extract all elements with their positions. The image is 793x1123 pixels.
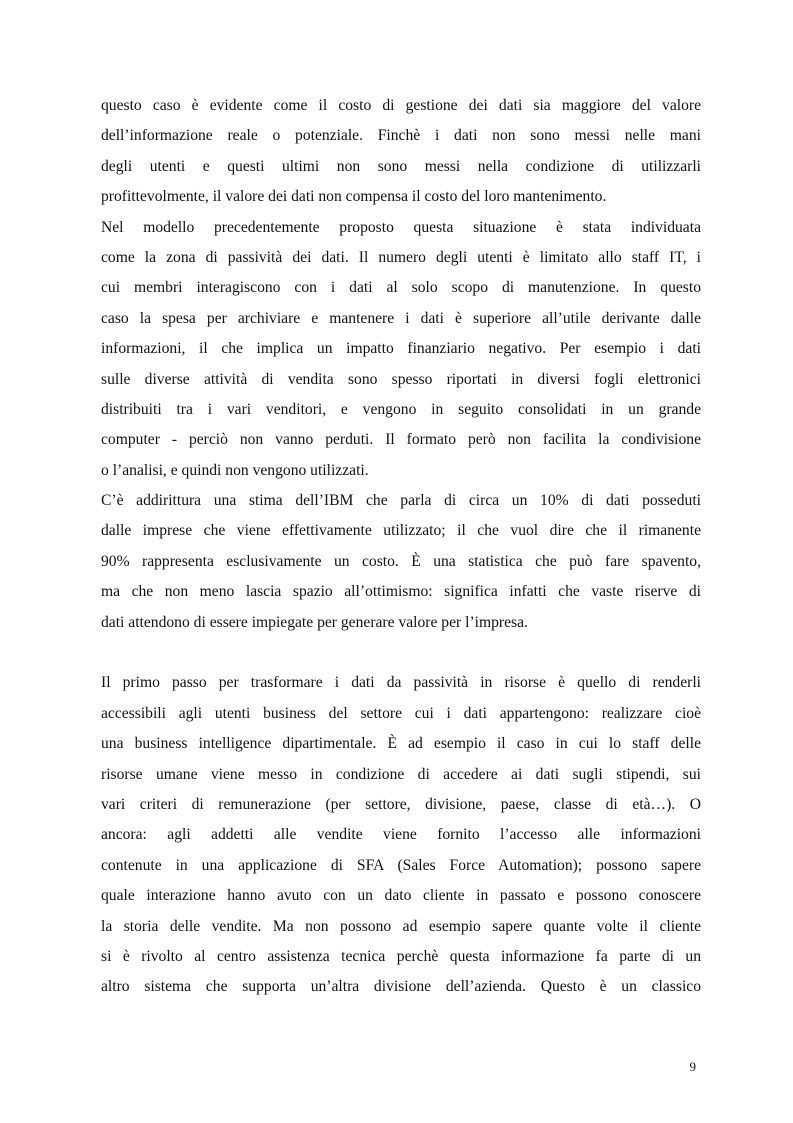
text-line: dati attendono di essere impiegate per generare valore per l’impresa. <box>101 613 528 631</box>
text-line: degli utenti e questi ultimi non sono messi nella condizione di utilizzarli <box>101 157 701 175</box>
text-line: dalle imprese che viene effettivamente utilizzato; il che vuol dire che il rimanente <box>101 522 701 540</box>
text-line: questo caso è evidente come il costo di gestione dei dati sia maggiore del valore <box>101 97 701 114</box>
document-body <box>101 91 701 1003</box>
text-line: computer - perciò non vanno perduti. Il formato però non facilita la condivisione <box>101 431 701 449</box>
text-line: contenute in una applicazione di SFA (Sales Force Automation); possono sapere <box>101 856 701 874</box>
text-line: quale interazione hanno avuto con un dato cliente in passato e possono conoscere <box>101 887 701 905</box>
text-line: una business intelligence dipartimentale. È ad esempio il caso in cui lo staff delle <box>101 735 701 753</box>
text-line: dell’informazione reale o potenziale. Finchè i dati non sono messi nelle mani <box>101 127 701 145</box>
text-line: si è rivolto al centro assistenza tecnica perchè questa informazione fa parte di un <box>101 947 701 965</box>
text-line: caso la spesa per archiviare e mantenere i dati è superiore all’utile derivante dalle <box>101 309 701 327</box>
text-line: come la zona di passività dei dati. Il numero degli utenti è limitato allo staff IT, i <box>101 248 701 266</box>
text-line: Nel modello precedentemente proposto questa situazione è stata individuata <box>101 218 701 236</box>
page-number: 9 <box>689 1059 696 1074</box>
text-line: 90% rappresenta esclusivamente un costo. È una statistica che può fare spavento, <box>101 552 701 570</box>
text-line: distribuiti tra i vari venditori, e vengono in seguito consolidati in un grande <box>101 400 701 418</box>
text-line: o l’analisi, e quindi non vengono utilizzati. <box>101 461 369 479</box>
text-line: vari criteri di remunerazione (per settore, divisione, paese, classe di età…). O <box>101 795 701 813</box>
paragraph-passivity-zone <box>101 213 701 487</box>
text-line: C’è addirittura una stima dell’IBM che parla di circa un 10% di dati posseduti <box>101 492 701 510</box>
text-line: sulle diverse attività di vendita sono spesso riportati in diversi fogli elettronici <box>101 370 701 388</box>
text-line: accessibili agli utenti business del settore cui i dati appartengono: realizzare cioè <box>101 704 701 722</box>
text-line: Il primo passo per trasformare i dati da passività in risorse è quello di renderli <box>101 674 701 692</box>
text-line: ancora: agli addetti alle vendite viene fornito l’accesso alle informazioni <box>101 826 701 844</box>
text-line: informazioni, il che implica un impatto finanziario negativo. Per esempio i dati <box>101 340 701 358</box>
paragraph-departmental-bi <box>101 668 701 1002</box>
text-line: risorse umane viene messo in condizione di accedere ai dati sugli stipendi, sui <box>101 765 701 783</box>
paragraph-data-cost <box>101 91 701 213</box>
text-line: profittevolmente, il valore dei dati non compensa il costo del loro mantenimento. <box>101 188 607 206</box>
text-line: ma che non meno lascia spazio all’ottimismo: significa infatti che vaste riserve di <box>101 583 701 601</box>
text-line: la storia delle vendite. Ma non possono ad esempio sapere quante volte il cliente <box>101 917 701 935</box>
paragraph-ibm-estimate <box>101 486 701 638</box>
text-line: altro sistema che supporta un’altra divisione dell’azienda. Questo è un classico <box>101 978 701 996</box>
text-line: cui membri interagiscono con i dati al solo scopo di manutenzione. In questo <box>101 279 701 297</box>
paragraph-spacer <box>101 638 701 668</box>
